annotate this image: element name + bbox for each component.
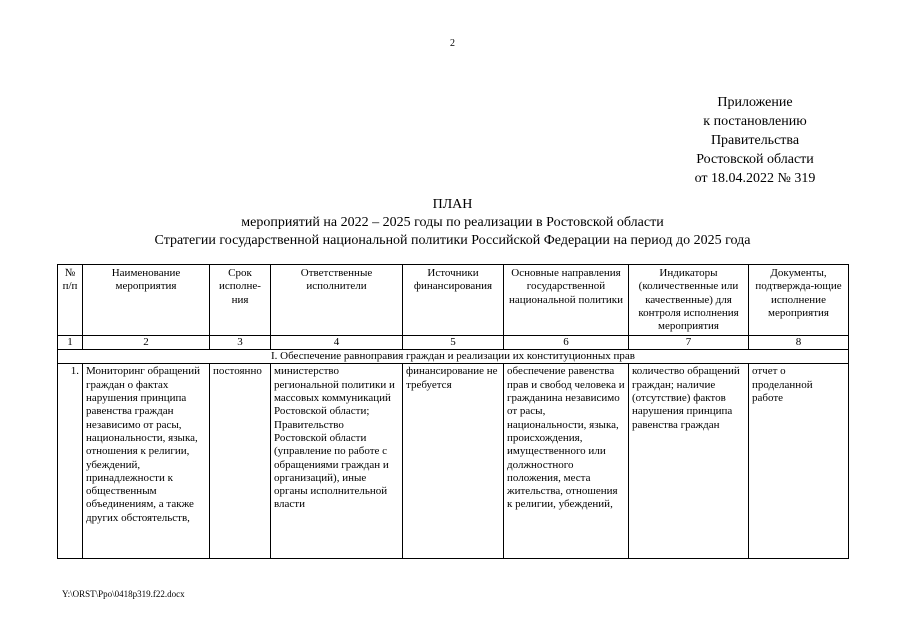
header-financing: Источники финансирования [403, 265, 504, 336]
document-title [40, 196, 865, 250]
appendix-line: к постановлению [703, 114, 807, 129]
plan-table [57, 264, 849, 559]
header-indicators: Индикаторы (количественные или качественные) для контроля исполнения мероприятия [629, 265, 749, 336]
cell-documents: отчет о проделанной работе [749, 364, 849, 559]
header-executors: Ответственные исполнители [271, 265, 403, 336]
title-line: Стратегии государственной национальной политики Российской Федерации на период до 2025 года [154, 233, 751, 248]
header-name: Наименование мероприятия [83, 265, 210, 336]
column-number: 8 [749, 336, 849, 350]
column-number: 4 [271, 336, 403, 350]
cell-num: 1. [58, 364, 83, 559]
title-line: ПЛАН [432, 197, 473, 212]
header-term: Срок исполне-ния [210, 265, 271, 336]
header-documents: Документы, подтвержда-ющие исполнение мероприятия [749, 265, 849, 336]
cell-indicators: количество обращений граждан; наличие (отсутствие) фактов нарушения принципа равенства граждан [629, 364, 749, 559]
cell-name: Мониторинг обращений граждан о фактах нарушения принципа равенства граждан независимо от расы, национальности, языка, отношения к религии, убеждений, принадлежности к общественным объединениям, а также других обстоятельств, [83, 364, 210, 559]
column-number: 2 [83, 336, 210, 350]
column-number: 7 [629, 336, 749, 350]
cell-directions: обеспечение равенства прав и свобод человека и гражданина независимо от расы, национальности, языка, происхождения, имущественного или должностного положения, места жительства, отношения к религии, убеждений, [504, 364, 629, 559]
table-row [58, 364, 849, 559]
column-number: 3 [210, 336, 271, 350]
column-number: 1 [58, 336, 83, 350]
cell-term: постоянно [210, 364, 271, 559]
appendix-line: от 18.04.2022 № 319 [694, 171, 816, 186]
appendix-line: Правительства [710, 133, 800, 148]
table-header-row [58, 265, 849, 336]
file-path-footer: Y:\ORST\Ppo\0418p319.f22.docx [62, 589, 185, 599]
column-number: 6 [504, 336, 629, 350]
header-directions: Основные направления государственной национальной политики [504, 265, 629, 336]
page-number: 2 [450, 38, 455, 49]
section-title: I. Обеспечение равноправия граждан и реализации их конституционных прав [58, 350, 849, 364]
appendix-block [640, 93, 870, 188]
title-line: мероприятий на 2022 – 2025 годы по реализации в Ростовской области [241, 215, 664, 230]
header-num: № п/п [58, 265, 83, 336]
column-number: 5 [403, 336, 504, 350]
column-numbers-row [58, 336, 849, 350]
cell-executors: министерство региональной политики и массовых коммуникаций Ростовской области; Правительство Ростовской области (управление по работе с обращениями граждан и организаций), иные органы исполнительной власти [271, 364, 403, 559]
appendix-line: Ростовской области [696, 152, 814, 167]
appendix-line: Приложение [717, 95, 793, 110]
section-row [58, 350, 849, 364]
cell-financing: финансирование не требуется [403, 364, 504, 559]
